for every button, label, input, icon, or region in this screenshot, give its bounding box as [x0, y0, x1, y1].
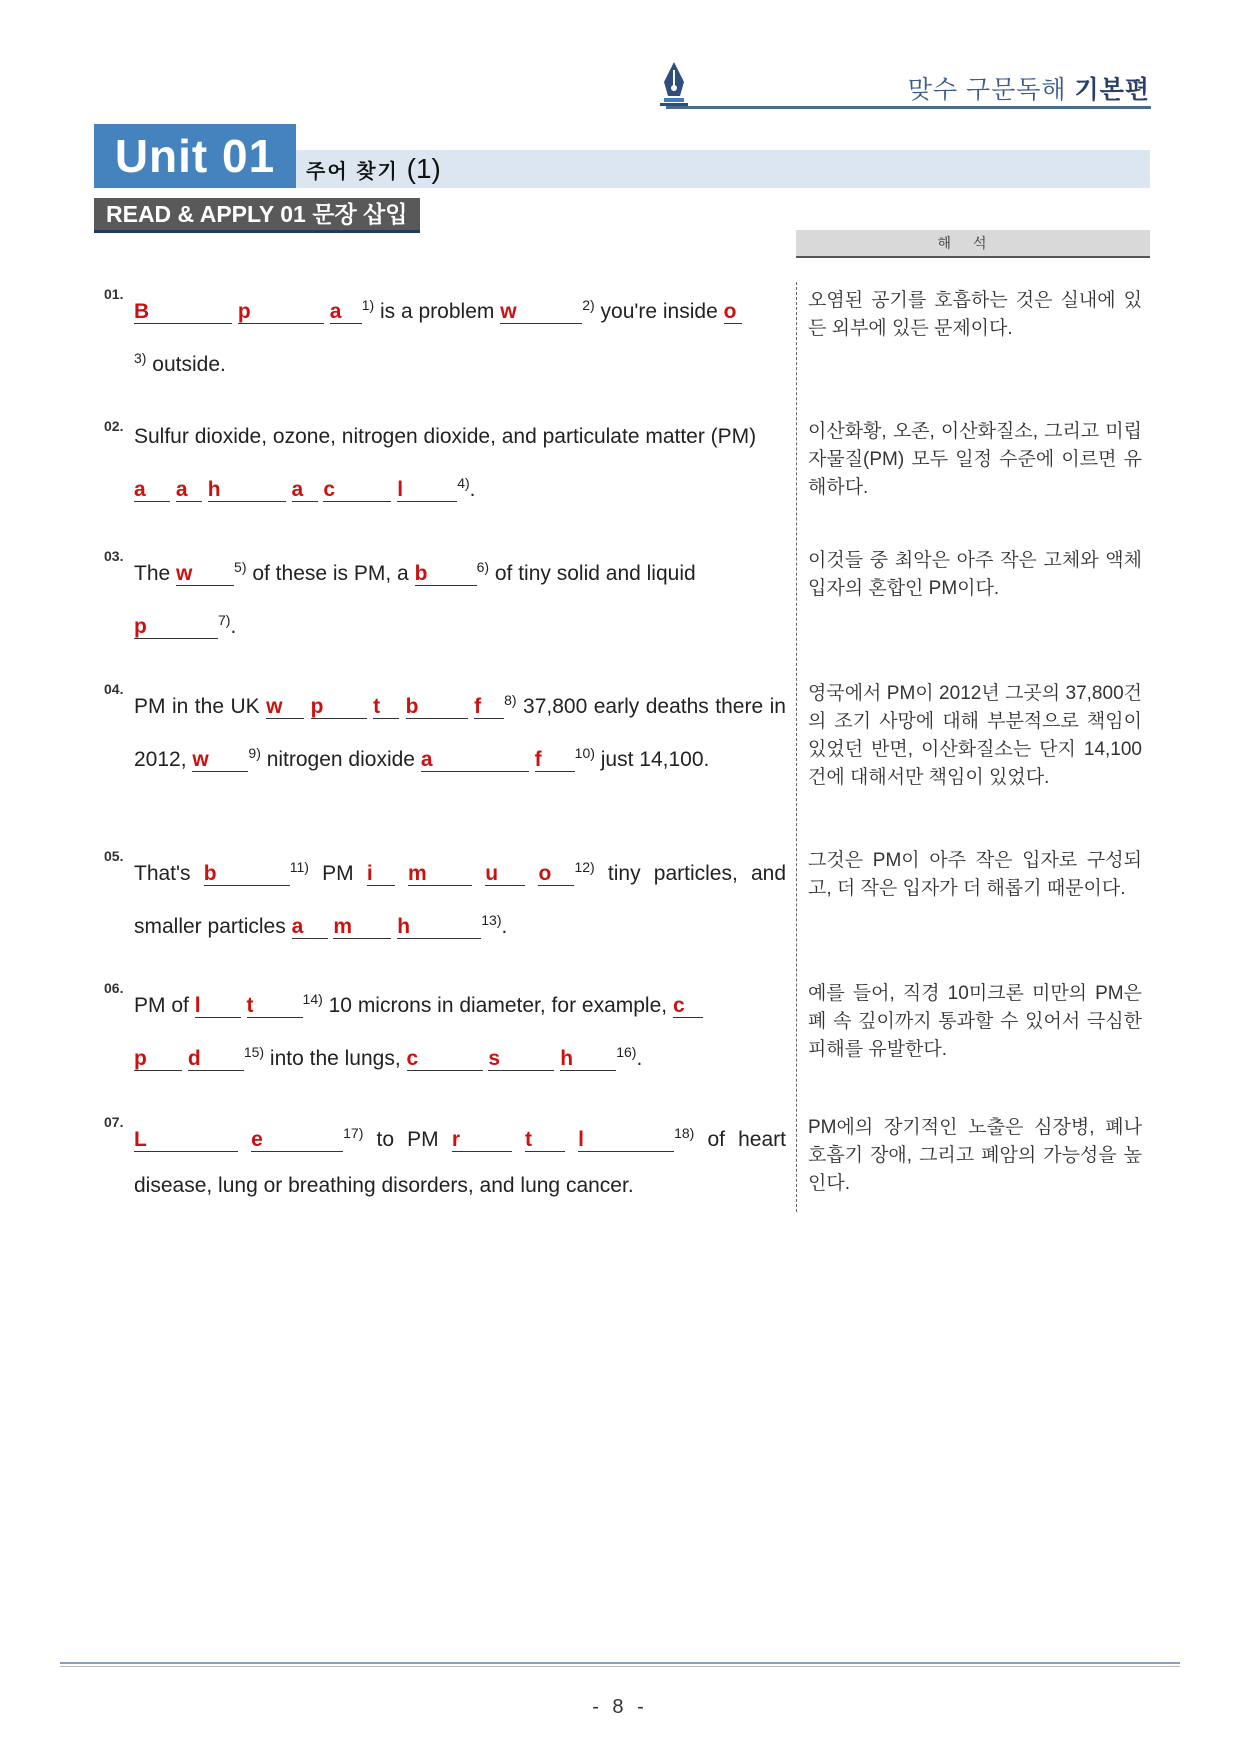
- answer-blank[interactable]: l: [195, 995, 241, 1018]
- answer-blank[interactable]: c: [407, 1048, 483, 1071]
- item-number: 06.: [104, 980, 124, 996]
- answer-blank[interactable]: p: [134, 616, 218, 639]
- item-number: 04.: [104, 681, 124, 697]
- footnote-mark: 8): [504, 692, 517, 708]
- item-number: 03.: [104, 548, 124, 564]
- answer-blank[interactable]: p: [134, 1048, 182, 1071]
- item-text: [134, 282, 786, 388]
- answer-blank[interactable]: p: [311, 696, 367, 719]
- answer-blank[interactable]: a: [292, 479, 318, 502]
- answer-blank[interactable]: a: [330, 301, 362, 324]
- page-number: - 8 -: [592, 1696, 648, 1718]
- item-number: 02.: [104, 418, 124, 434]
- text-segment: That's: [134, 862, 191, 885]
- answer-blank[interactable]: l: [397, 479, 457, 502]
- header-title: 맞수 구문독해 기본편: [907, 76, 1150, 104]
- exercise-item-07: [104, 1110, 786, 1209]
- answer-blank[interactable]: m: [408, 863, 472, 886]
- translation-01: 오염된 공기를 호흡하는 것은 실내에 있든 외부에 있든 문제이다.: [808, 290, 1142, 339]
- unit-title: Unit 01: [94, 124, 296, 188]
- text-segment: of tiny solid and liquid: [494, 562, 696, 585]
- footnote-mark: 4): [457, 475, 470, 491]
- fountain-pen-nib-icon: [660, 60, 688, 108]
- answer-blank[interactable]: c: [323, 479, 391, 502]
- footnote-mark: 7): [218, 612, 231, 628]
- exercise-item-04: [104, 677, 786, 783]
- text-segment: 10 microns in diameter, for example,: [328, 994, 668, 1017]
- exercise-item-03: [104, 544, 786, 650]
- text-segment: tiny particles, and smaller particles: [134, 862, 787, 938]
- translation-05: 그것은 PM이 아주 작은 입자로 구성되고, 더 작은 입자가 더 해롭기 때문이다.: [808, 850, 1142, 899]
- footnote-mark: 14): [302, 991, 323, 1007]
- answer-blank[interactable]: a: [421, 749, 529, 772]
- answer-blank[interactable]: h: [208, 479, 286, 502]
- exercise-item-01: [104, 282, 786, 388]
- answer-blank[interactable]: i: [367, 863, 395, 886]
- footnote-mark: 18): [674, 1125, 695, 1141]
- answer-blank[interactable]: b: [406, 696, 468, 719]
- footer-rule: [60, 1662, 1180, 1664]
- exercise-item-05: [104, 844, 786, 950]
- text-segment: is a problem: [379, 300, 495, 323]
- answer-blank[interactable]: d: [188, 1048, 244, 1071]
- text-segment: nitrogen dioxide: [266, 748, 415, 771]
- column-divider: [796, 282, 797, 1212]
- text-segment: to PM: [376, 1128, 439, 1151]
- translation-06: 예를 들어, 직경 10미크론 미만의 PM은 폐 속 깊이까지 통과할 수 있어서 극심한 피해를 유발한다.: [808, 983, 1142, 1060]
- item-text: Sulfur dioxide, ozone, nitrogen dioxide, and particulate matter (PM) a a h a c l $^{4)}$.: [134, 425, 757, 501]
- answer-blank[interactable]: t: [525, 1129, 565, 1152]
- footnote-mark: 5): [234, 559, 247, 575]
- section-label: READ & APPLY 01 문장 삽입: [94, 198, 420, 233]
- answer-blank[interactable]: t: [247, 995, 303, 1018]
- answer-blank[interactable]: b: [204, 863, 290, 886]
- answer-blank[interactable]: f: [474, 696, 504, 719]
- answer-blank[interactable]: b: [415, 563, 477, 586]
- footnote-mark: 1): [361, 297, 375, 313]
- footnote-mark: 13): [481, 912, 502, 928]
- footnote-mark: 11): [289, 859, 309, 875]
- text-segment: you're inside: [600, 300, 718, 323]
- answer-blank[interactable]: f: [535, 749, 575, 772]
- footnote-mark: 15): [243, 1044, 265, 1060]
- footnote-mark: 3): [134, 350, 147, 366]
- translation-07: PM에의 장기적인 노출은 심장병, 폐나 호흡기 장애, 그리고 폐암의 가능성을 높인다.: [808, 1117, 1142, 1194]
- answer-blank[interactable]: w: [266, 696, 304, 719]
- item-text: [134, 677, 786, 783]
- answer-blank[interactable]: L: [134, 1129, 238, 1152]
- item-number: 01.: [104, 286, 124, 302]
- text-segment: just 14,100.: [600, 748, 710, 771]
- item-text: PM of l t $^{14)}$ 10 microns in diameter, for example, c p d $^{15)}$ into the lungs, c s h $^{16)}$.: [134, 976, 786, 1082]
- answer-blank[interactable]: t: [373, 696, 399, 719]
- answer-blank[interactable]: w: [192, 749, 248, 772]
- translation-header: 해석: [796, 230, 1150, 258]
- answer-blank[interactable]: a: [292, 916, 328, 939]
- answer-blank[interactable]: r: [452, 1129, 512, 1152]
- item-number: 05.: [104, 848, 124, 864]
- answer-blank[interactable]: e: [251, 1129, 343, 1152]
- answer-blank[interactable]: h: [560, 1048, 616, 1071]
- answer-blank[interactable]: w: [500, 301, 582, 324]
- text-segment: The: [134, 562, 171, 585]
- answer-blank[interactable]: u: [485, 863, 525, 886]
- text-segment: into the lungs,: [269, 1047, 401, 1070]
- item-text: [134, 1110, 786, 1209]
- footnote-mark: 10): [574, 745, 595, 761]
- text-segment: PM of: [134, 994, 189, 1017]
- unit-subtitle: 주어 찾기 (1): [306, 153, 441, 184]
- text-segment: 37,800 early deaths there in 2012,: [134, 695, 786, 771]
- answer-blank[interactable]: B: [134, 301, 232, 324]
- exercise-item-02: [104, 414, 786, 513]
- item-text: That's b $^{11)}$ PM i m u o $^{12)}$ tiny particles, and smaller particles a m h $^{13)}$.: [134, 859, 787, 938]
- answer-blank[interactable]: a: [134, 479, 170, 502]
- translation-02: 이산화황, 오존, 이산화질소, 그리고 미립자물질(PM) 모두 일정 수준에 이르면 유해하다.: [808, 421, 1142, 498]
- item-text: The w $^{5)}$ of these is PM, a b $^{6)}$ of tiny solid and liquid p $^{7)}$.: [134, 559, 696, 638]
- answer-blank[interactable]: s: [488, 1048, 554, 1071]
- footnote-mark: 17): [343, 1125, 364, 1141]
- text-segment: of these is PM, a: [252, 562, 409, 585]
- footer-rule-thin: [60, 1666, 1180, 1667]
- answer-blank[interactable]: h: [397, 916, 481, 939]
- answer-blank[interactable]: o: [538, 863, 574, 886]
- answer-blank[interactable]: w: [176, 563, 234, 586]
- text-segment: outside.: [152, 353, 226, 376]
- footnote-mark: 12): [574, 859, 595, 875]
- header-rule: [666, 106, 1151, 109]
- footnote-mark: 16): [616, 1044, 637, 1060]
- footnote-mark: 2): [582, 297, 595, 313]
- exercise-item-06: [104, 976, 786, 1082]
- translation-03: 이것들 중 최악은 아주 작은 고체와 액체 입자의 혼합인 PM이다.: [808, 550, 1142, 599]
- answer-blank[interactable]: p: [238, 301, 324, 324]
- text-segment: Sulfur dioxide, ozone, nitrogen dioxide, and particulate matter (PM): [134, 425, 757, 448]
- answer-blank[interactable]: l: [578, 1129, 674, 1152]
- text-segment: PM in the UK: [134, 695, 260, 718]
- answer-blank[interactable]: a: [176, 479, 202, 502]
- item-number: 07.: [104, 1114, 124, 1130]
- text-segment: PM: [322, 862, 354, 885]
- translation-04: 영국에서 PM이 2012년 그곳의 37,800건의 조기 사망에 대해 부분적으로 책임이 있었던 반면, 이산화질소는 단지 14,100건에 대해서만 책임이 있었다.: [808, 683, 1142, 788]
- answer-blank[interactable]: m: [333, 916, 391, 939]
- answer-blank[interactable]: o: [724, 301, 742, 324]
- answer-blank[interactable]: c: [673, 995, 703, 1018]
- text-segment: of heart disease, lung or breathing disorders, and lung cancer.: [134, 1128, 786, 1197]
- footnote-mark: 9): [248, 745, 261, 761]
- footnote-mark: 6): [476, 559, 490, 575]
